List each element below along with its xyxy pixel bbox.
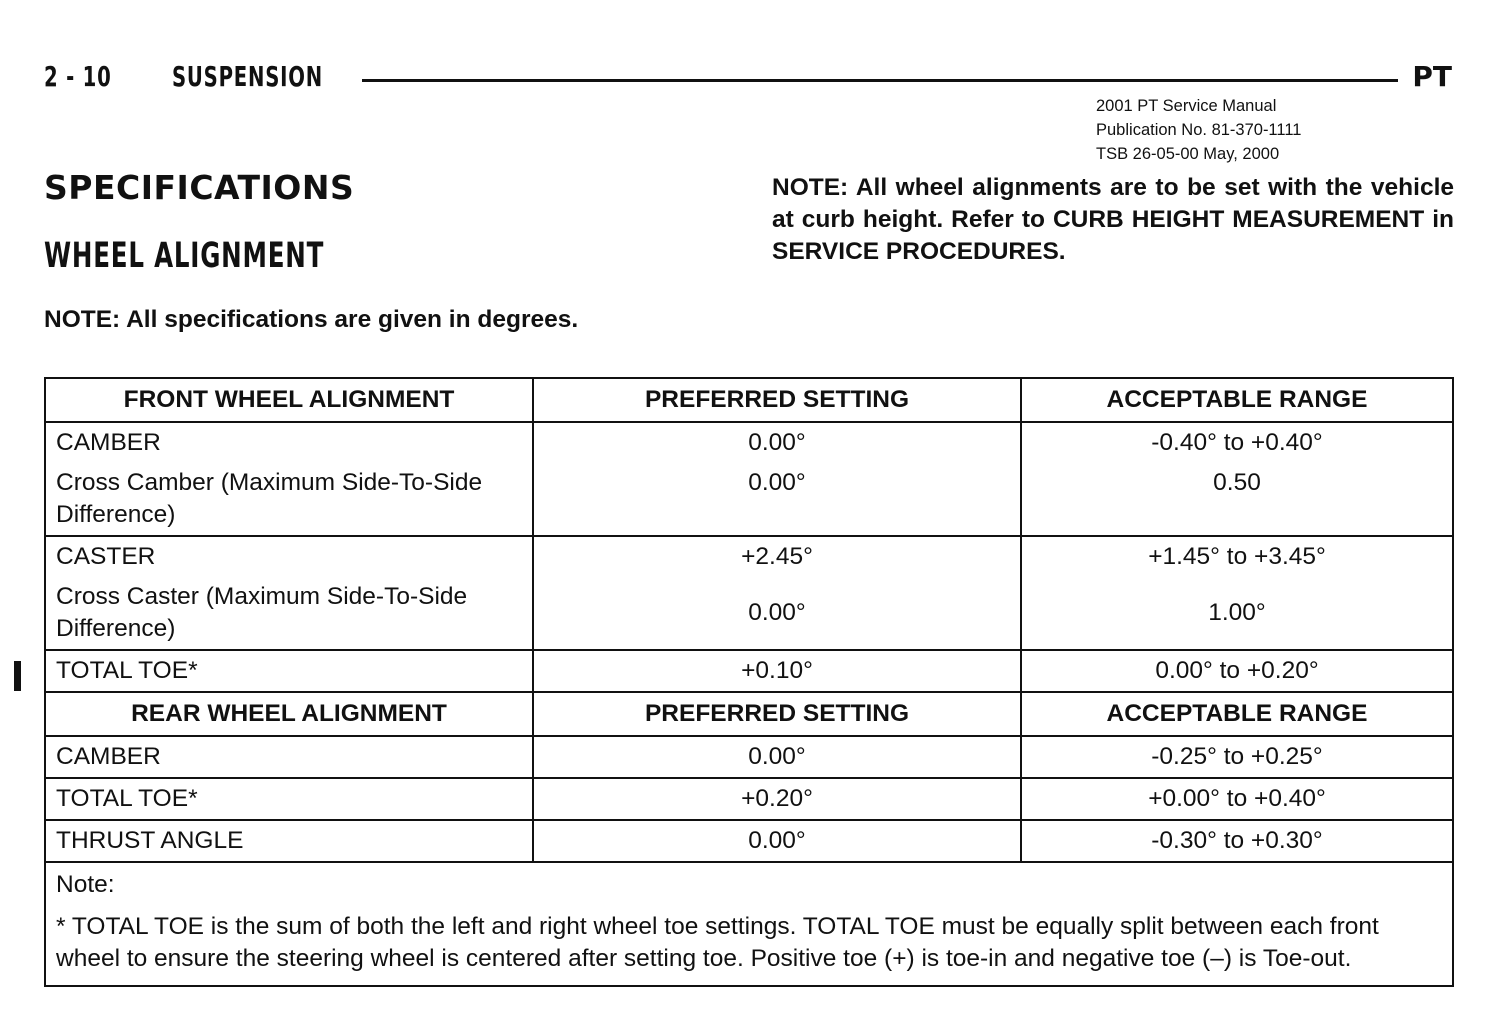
header-rule bbox=[362, 79, 1398, 82]
preferred-value: +2.45° bbox=[533, 536, 1021, 577]
table-row bbox=[45, 820, 1453, 862]
header-cell: ACCEPTABLE RANGE bbox=[1021, 378, 1453, 422]
range-value: +0.00° to +0.40° bbox=[1021, 778, 1453, 820]
preferred-value: 0.00° bbox=[533, 577, 1021, 650]
header-cell: FRONT WHEEL ALIGNMENT bbox=[45, 378, 533, 422]
header-cell: REAR WHEEL ALIGNMENT bbox=[45, 692, 533, 736]
revision-bar bbox=[14, 661, 21, 691]
table-row bbox=[45, 736, 1453, 778]
preferred-value: 0.00° bbox=[533, 736, 1021, 778]
preferred-value: +0.10° bbox=[533, 650, 1021, 692]
publication-line: Publication No. 81-370-1111 bbox=[1096, 121, 1302, 139]
publication-line: TSB 26-05-00 May, 2000 bbox=[1096, 145, 1280, 163]
range-value: -0.25° to +0.25° bbox=[1021, 736, 1453, 778]
table-header-row bbox=[45, 692, 1453, 736]
degrees-note: NOTE: All specifications are given in degrees. bbox=[44, 306, 579, 333]
table-row bbox=[45, 778, 1453, 820]
range-value: -0.40° to +0.40° bbox=[1021, 422, 1453, 463]
table-row bbox=[45, 536, 1453, 577]
spec-name: CAMBER bbox=[45, 422, 533, 463]
table-row bbox=[45, 463, 1453, 536]
spec-name: Cross Camber (Maximum Side-To-Side Difference) bbox=[45, 463, 533, 536]
table-row bbox=[45, 422, 1453, 463]
subsection-title: WHEEL ALIGNMENT bbox=[44, 236, 325, 276]
spec-name: THRUST ANGLE bbox=[45, 820, 533, 862]
table-row bbox=[45, 577, 1453, 650]
publication-info bbox=[1096, 94, 1301, 166]
spec-name: TOTAL TOE* bbox=[45, 778, 533, 820]
spec-name: CAMBER bbox=[45, 736, 533, 778]
range-value: -0.30° to +0.30° bbox=[1021, 820, 1453, 862]
note-label: Note: bbox=[56, 871, 115, 898]
range-value: 1.00° bbox=[1021, 577, 1453, 650]
preferred-value: 0.00° bbox=[533, 463, 1021, 536]
preferred-value: 0.00° bbox=[533, 820, 1021, 862]
table-note-row bbox=[45, 862, 1453, 986]
range-value: +1.45° to +3.45° bbox=[1021, 536, 1453, 577]
table-note bbox=[45, 862, 1453, 986]
spec-name: TOTAL TOE* bbox=[45, 650, 533, 692]
model-code: PT bbox=[1412, 60, 1452, 93]
spec-name: CASTER bbox=[45, 536, 533, 577]
curb-height-note: NOTE: All wheel alignments are to be set with the vehicle at curb height. Refer to CURB HEIGHT MEASUREMENT in SERVICE PROCEDURES. bbox=[772, 174, 1454, 265]
header-cell: ACCEPTABLE RANGE bbox=[1021, 692, 1453, 736]
section-name: SUSPENSION bbox=[172, 60, 323, 93]
preferred-value: 0.00° bbox=[533, 422, 1021, 463]
table-row bbox=[45, 650, 1453, 692]
wheel-alignment-table bbox=[44, 377, 1454, 987]
section-title: SPECIFICATIONS bbox=[44, 168, 355, 207]
range-value: 0.00° to +0.20° bbox=[1021, 650, 1453, 692]
range-value: 0.50 bbox=[1021, 463, 1453, 536]
header-cell: PREFERRED SETTING bbox=[533, 692, 1021, 736]
preferred-value: +0.20° bbox=[533, 778, 1021, 820]
page-number: 2 - 10 bbox=[44, 60, 112, 93]
note-text: * TOTAL TOE is the sum of both the left and right wheel toe settings. TOTAL TOE must be equally split between each front wheel to ensure the steering wheel is centered after setting toe. Positive toe (+) is toe-in and negative toe (–) is Toe-out. bbox=[56, 913, 1379, 972]
publication-line: 2001 PT Service Manual bbox=[1096, 97, 1277, 115]
table-header-row bbox=[45, 378, 1453, 422]
spec-name: Cross Caster (Maximum Side-To-Side Difference) bbox=[45, 577, 533, 650]
header-cell: PREFERRED SETTING bbox=[533, 378, 1021, 422]
